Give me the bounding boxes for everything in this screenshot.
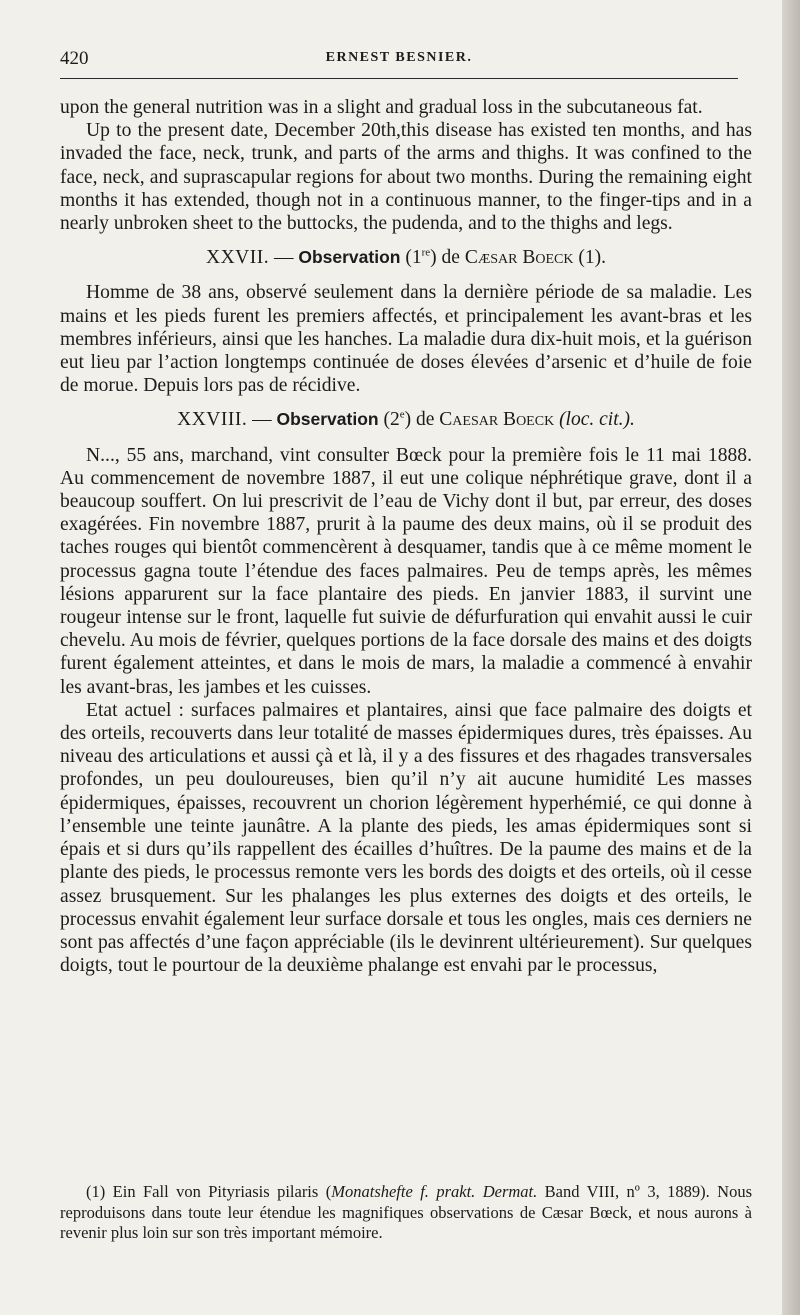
obs28-ordinal-close: ) — [404, 409, 412, 431]
obs28-de: de — [416, 409, 435, 431]
paragraph-etat-actuel: Etat actuel : surfaces palmaires et plantaires, ainsi que face palmaire des doigts et des orteils, recouverts dans leur totalité de masses épidermiques dures, très épaisses. Au niveau des articulations et aussi çà et là, il y a des fissures et des rhagades transversales profondes, un peu douloureuses, bien qu’il n’y ait aucune humidité Les masses épidermiques, épaisses, recouvrent un chorion légèrement hyperhémié, ce qui donne à l’ensemble une teinte jaunâtre. A la plante des pieds, les amas épidermiques sont si épais et si durs qu’ils rappellent des écailles d’huîtres. De la paume des mains et de la plante des pieds, le processus remonte vers les bords des doigts et des orteils, où il cesse assez brusquement. Sur les phalanges les plus externes des doigts et des orteils, le processus envahit également leur surface dorsale et tous les ongles, mais ces derniers ne sont pas affectés d’une façon appréciable (ils le devinrent ultérieurement). Sur quelques doigts, tout le pourtour de la deuxième phalange est envahi par le processus, — [60, 699, 752, 977]
header-rule — [60, 78, 738, 80]
observation-heading-28 — [60, 408, 752, 431]
paragraph-obs28-history: N..., 55 ans, marchand, vint consulter Bœck pour la première fois le 11 mai 1888. Au commencement de novembre 1887, il eut une colique néphrétique grave, dont il a beaucoup souffert. On lui prescrivit de l’eau de Vichy dont il but, par erreur, des doses exagérées. Fin novembre 1887, prurit à la paume des deux mains, où il se produit des taches rouges qui bientôt commencèrent à desquamer, tandis que à ce même moment le processus gagna toute l’étendue des faces palmaires. Peu de temps après, les mêmes lésions apparurent sur la face plantaire des pieds. En janvier 1883, il survint une rougeur intense sur le front, laquelle fut suivie de défurfuration qui envahit aussi le cuir chevelu. Au mois de février, quelques portions de la face dorsale des mains et des doigts furent également atteintes, et dans le mois de mars, la maladie a commencé à envahir les avant-bras, les jambes et les cuisses. — [60, 444, 752, 698]
paragraph-present-date: Up to the present date, December 20th,this disease has existed ten months, and has invaded the face, neck, trunk, and parts of the arms and thighs. It was confined to the face, neck, and suprascapular regions for about two months. During the remaining eight months it has extended, though not in a continuous manner, to the finger-tips and in a nearly unbroken sheet to the buttocks, the pudenda, and to the thighs and legs. — [60, 120, 752, 235]
page-edge-shadow — [782, 0, 800, 1315]
body-text — [60, 96, 752, 977]
obs28-author: Caesar Boeck — [439, 409, 555, 431]
footnote-rest: Band VIII, nº 3, 1889). Nous reproduisons dans toute leur étendue les magnifiques observations de Cæsar Bœck, et nous aurons à revenir plus loin sur son très important mémoire. — [60, 1182, 752, 1242]
footnote-1 — [60, 1182, 752, 1244]
obs27-ordinal-sup: re — [421, 246, 431, 259]
paragraph-continuation: upon the general nutrition was in a slight and gradual loss in the subcutaneous fat. — [60, 97, 703, 118]
footnote-lead: (1) Ein Fall von Pityriasis pilaris ( — [86, 1182, 332, 1201]
obs27-label: Observation — [298, 247, 401, 268]
obs27-de: de — [441, 247, 460, 269]
footnote — [60, 1182, 752, 1244]
obs27-ordinal-close: ) — [430, 247, 437, 269]
obs27-author: Cæsar Boeck — [464, 247, 574, 269]
obs28-dash: — — [252, 409, 272, 431]
observation-heading-27 — [60, 246, 752, 269]
obs27-ordinal — [405, 247, 436, 268]
page-header — [60, 48, 738, 70]
obs27-dash: — — [273, 247, 294, 269]
obs27-ordinal-open: (1 — [405, 247, 422, 269]
footnote-journal: Monatshefte f. prakt. Dermat. — [331, 1182, 538, 1201]
obs28-ordinal-sup: e — [399, 408, 405, 421]
obs28-ref: (loc. cit.). — [559, 409, 635, 431]
obs28-numeral: XXVIII. — [177, 409, 248, 431]
obs28-ordinal — [383, 409, 411, 430]
obs27-numeral: XXVII. — [206, 247, 270, 269]
running-head: ERNEST BESNIER. — [325, 50, 473, 65]
paragraph-obs27: Homme de 38 ans, observé seulement dans la dernière période de sa maladie. Les mains et les pieds furent les premiers affectés, et principalement les avant-bras et les membres inférieurs, ainsi que les hanches. La maladie dura dix-huit mois, et la guérison eut lieu par l’action longtemps continuée de doses élevées d’arsenic et d’huile de foie de morue. Depuis lors pas de récidive. — [60, 282, 752, 397]
obs28-label: Observation — [276, 409, 379, 430]
page-number: 420 — [60, 48, 89, 69]
obs28-ordinal-open: (2 — [383, 409, 400, 431]
obs27-ref: (1). — [578, 247, 606, 269]
